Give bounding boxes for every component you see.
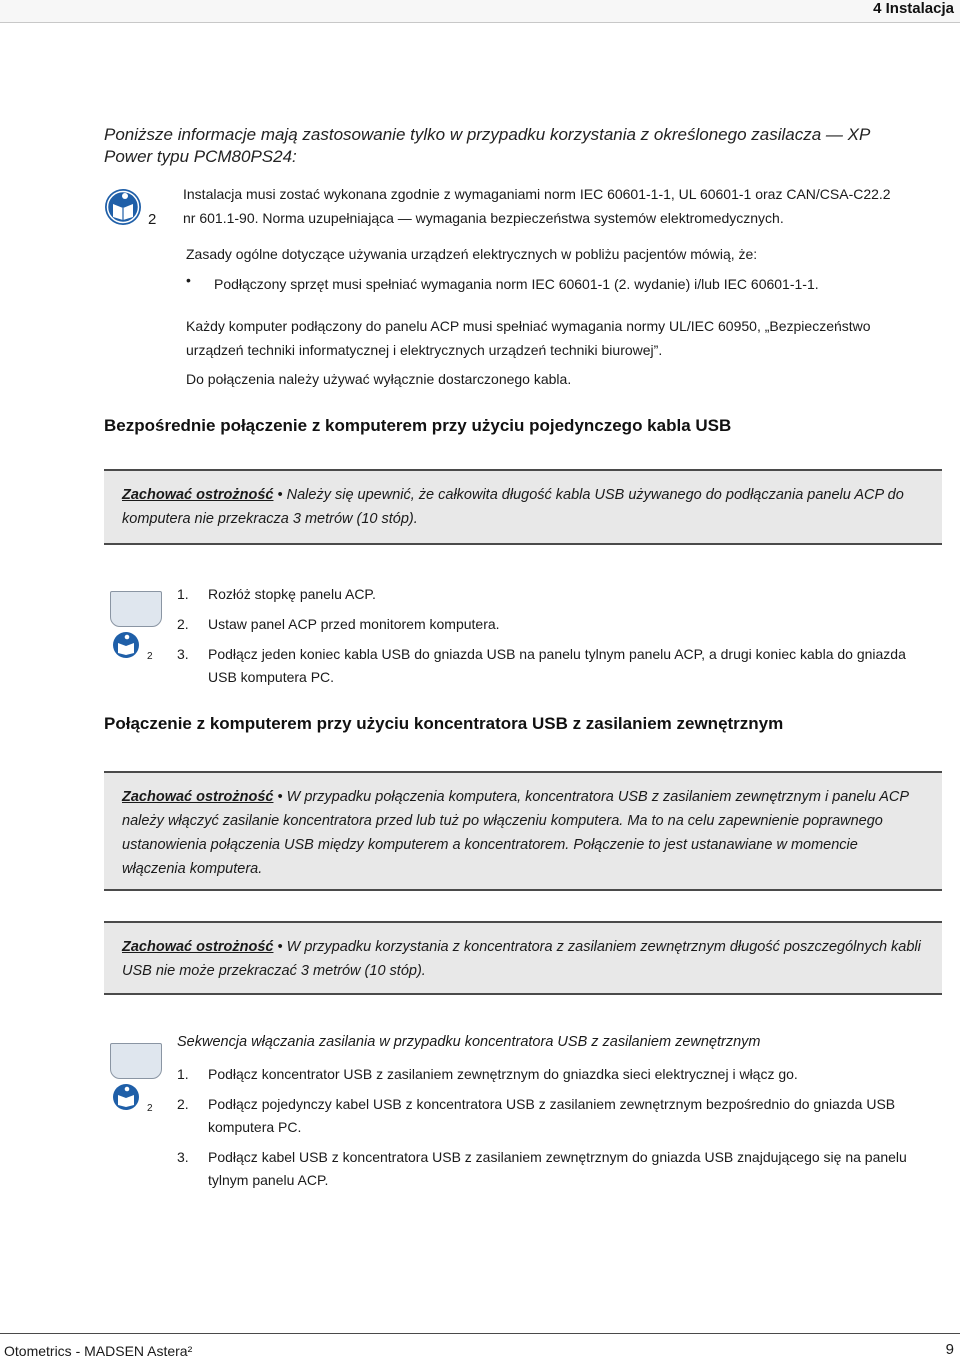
step-text: Podłącz koncentrator USB z zasilaniem zewnętrznym do gniazdka sieci elektrycznej i włącz go.: [208, 1066, 798, 1082]
caution-note-hub-cable-length: [104, 921, 942, 995]
caution-text: • Należy się upewnić, że całkowita długość kabla USB używanego do podłączania panelu ACP do komputera nie przekracza 3 metrów (10 stóp).: [122, 487, 904, 527]
list-item: [177, 1063, 907, 1086]
norm-text-line2: nr 601.1-90. Norma uzupełniająca — wymagania bezpieczeństwa systemów elektromedycznych.: [183, 210, 784, 226]
intro-text: Poniższe informacje mają zastosowanie tylko w przypadku korzystania z określonego zasilacza — XP Power typu PCM80PS24:: [104, 125, 870, 166]
icon-badge-number: 2: [147, 651, 153, 662]
step-text: Podłącz jeden koniec kabla USB do gniazda USB na panelu tylnym panelu ACP, a drugi koniec kabla do gniazda USB komputera PC.: [208, 646, 906, 685]
monitor-icon: [110, 1043, 162, 1079]
step-number: 3.: [177, 646, 189, 662]
list-item: [177, 643, 907, 689]
list-item: [177, 1093, 907, 1139]
steps-power-sequence: [177, 1063, 907, 1199]
cable-note-text: Do połączenia należy używać wyłącznie dostarczonego kabla.: [186, 371, 572, 387]
step-text: Rozłóż stopkę panelu ACP.: [208, 586, 376, 602]
power-sequence-title: Sekwencja włączania zasilania w przypadku koncentratora USB z zasilaniem zewnętrznym: [177, 1034, 761, 1050]
general-rules-text: Zasady ogólne dotyczące używania urządzeń elektrycznych w pobliżu pacjentów mówią, że:: [186, 246, 758, 262]
caution-label: Zachować ostrożność: [122, 939, 274, 955]
caution-label: Zachować ostrożność: [122, 487, 274, 503]
step-number: 2.: [177, 1096, 189, 1112]
step-text: Ustaw panel ACP przed monitorem komputera.: [208, 616, 500, 632]
section-heading-direct-usb: Bezpośrednie połączenie z komputerem przy użyciu pojedynczego kabla USB: [104, 416, 732, 435]
monitor-icon: [110, 591, 162, 627]
footer-divider: [0, 1333, 960, 1334]
list-item: [177, 613, 907, 636]
step-text: Podłącz kabel USB z koncentratora USB z zasilaniem zewnętrznym do gniazda USB znajdującego się na panelu tylnym panelu ACP.: [208, 1149, 907, 1188]
list-item: [177, 583, 907, 606]
manual-reference-icon: [104, 187, 164, 233]
step-number: 1.: [177, 586, 189, 602]
section-heading-usb-hub: Połączenie z komputerem przy użyciu koncentratora USB z zasilaniem zewnętrznym: [104, 714, 784, 733]
caution-text: • W przypadku korzystania z koncentratora z zasilaniem zewnętrznym długość poszczególnych kabli USB nie może przekraczać 3 metrów (10 stóp).: [122, 939, 921, 979]
norm-text-line1: Instalacja musi zostać wykonana zgodnie z wymaganiami norm IEC 60601-1-1, UL 60601-1 oraz CAN/CSA-C22.2: [183, 186, 891, 202]
caution-note-usb-length: [104, 469, 942, 545]
steps-direct-usb: [177, 583, 907, 696]
chapter-title: 4 Instalacja: [873, 0, 954, 17]
bullet-requirement: Podłączony sprzęt musi spełniać wymagania norm IEC 60601-1 (2. wydanie) i/lub IEC 60601-1-1.: [214, 276, 819, 292]
list-item: [177, 1146, 907, 1192]
page-number: 9: [945, 1341, 954, 1358]
icon-badge-number: 2: [148, 211, 157, 228]
computer-requirement-text: Każdy komputer podłączony do panelu ACP musi spełniać wymagania normy UL/IEC 60950, „Bezpieczeństwo urządzeń techniki informatycznej i elektrycznych urządzeń techniki biurowej”.: [186, 318, 871, 358]
page-header: [0, 0, 960, 23]
step-number: 3.: [177, 1149, 189, 1165]
bullet-marker: •: [186, 272, 191, 288]
caution-label: Zachować ostrożność: [122, 789, 274, 805]
caution-note-hub-power: [104, 771, 942, 891]
monitor-manual-icon: [110, 1043, 170, 1118]
monitor-manual-icon: [110, 591, 170, 666]
icon-badge-number: 2: [147, 1103, 153, 1114]
step-number: 1.: [177, 1066, 189, 1082]
footer-product: Otometrics - MADSEN Astera²: [4, 1343, 193, 1359]
caution-text: • W przypadku połączenia komputera, koncentratora USB z zasilaniem zewnętrznym i panelu ACP należy włączyć zasilanie koncentratora przed lub tuż po włączeniu komputera. Ma to na celu zapewnienie poprawnego ustanowienia połączenia USB między komputerem a koncentratorem. Połączenie to jest ustanawiane w momencie włączenia komputera.: [122, 789, 909, 877]
step-text: Podłącz pojedynczy kabel USB z koncentratora USB z zasilaniem zewnętrznym bezpośrednio do gniazda USB komputera PC.: [208, 1096, 896, 1135]
step-number: 2.: [177, 616, 189, 632]
